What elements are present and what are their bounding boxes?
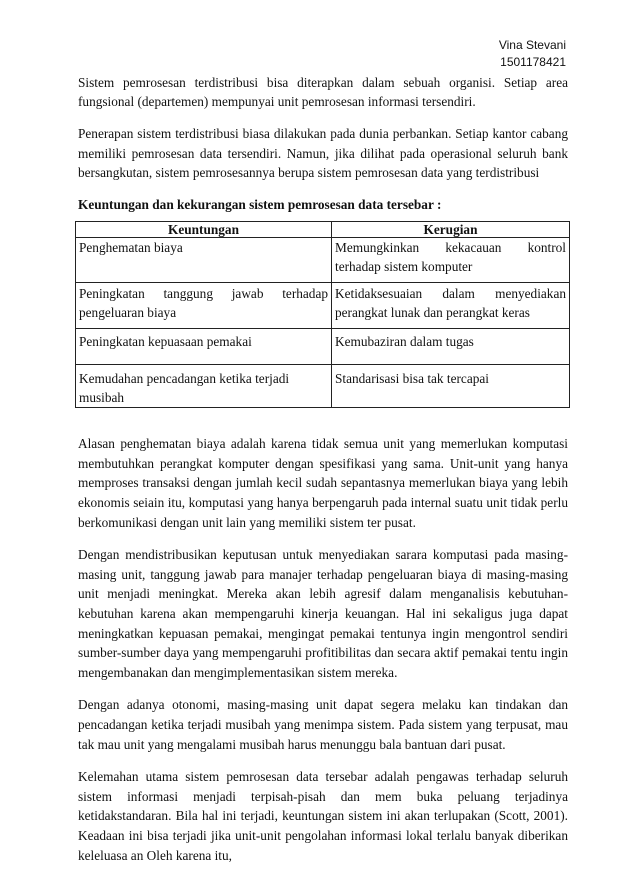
table-row <box>76 238 570 283</box>
table-cell: Kemudahan pencadangan ketika terjadi musibah <box>76 365 332 408</box>
paragraph-intro-2: Penerapan sistem terdistribusi biasa dilakukan pada dunia perbankan. Setiap kantor cabang memiliki pemrosesan data tersendiri. Namun, jika dilihat pada operasional seluruh bank bersangkutan, sistem pemrosesannya berupa sistem pemrosesan data yang terdistribusi <box>78 126 568 180</box>
paragraph-body-3: Dengan adanya otonomi, masing-masing unit dapat segera melaku kan tindakan dan pencadangan ketika terjadi musibah yang menimpa sistem. Pada sistem yang terpusat, mau tak mau unit yang mengalami musibah harus menunggu bala bantuan dari pusat. <box>78 697 568 752</box>
document-body <box>78 73 568 878</box>
comparison-table <box>75 221 570 408</box>
paragraph-intro-1: Sistem pemrosesan terdistribusi bisa diterapkan dalam sebuah organisi. Setiap area fungsional (departemen) mempunyai unit pemrosesan informasi tersendiri. <box>78 75 568 110</box>
table-cell: Peningkatan tanggung jawab terhadap pengeluaran biaya <box>76 283 332 329</box>
table-header-advantages: Keuntungan <box>76 222 332 238</box>
table-row <box>76 329 570 365</box>
table-cell: Penghematan biaya <box>76 238 332 283</box>
page-header <box>499 37 566 71</box>
table-cell: Ketidaksesuaian dalam menyediakan perangkat lunak dan perangkat keras <box>332 283 570 329</box>
table-cell: Peningkatan kepuasaan pemakai <box>76 329 332 365</box>
table-row <box>76 283 570 329</box>
table-cell: Kemubaziran dalam tugas <box>332 329 570 365</box>
student-id: 1501178421 <box>500 55 566 69</box>
table-cell: Standarisasi bisa tak tercapai <box>332 365 570 408</box>
paragraph-body-1: Alasan penghematan biaya adalah karena tidak semua unit yang memerlukan komputasi membutuhkan perangkat komputer dengan spesifikasi yang sama. Unit-unit yang hanya memproses transaksi dengan jumlah kecil sudah sepantasnya memerlukan biaya yang lebih ekonomis seiain itu, komputasi yang hanya berpengaruh pada internal suatu unit tidak perlu berkomunikasi dengan unit lain yang memiliki sistem ter pusat. <box>78 436 568 530</box>
paragraph-body-4: Kelemahan utama sistem pemrosesan data tersebar adalah pengawas terhadap seluruh sistem informasi menjadi terpisah-pisah dan mem buka peluang terjadinya ketidakstandaran. Bila hal ini terjadi, keuntungan sistem ini akan terlupakan (Scott, 2001). Keadaan ini bisa terjadi jika unit-unit pengolahan informasi lokal terlalu banyak diberikan keleluasa an Oleh karena itu, <box>78 769 568 863</box>
author-name: Vina Stevani <box>498 38 566 52</box>
table-heading: Keuntungan dan kekurangan sistem pemrosesan data tersebar : <box>78 197 442 213</box>
table-cell: Memungkinkan kekacauan kontrol terhadap sistem komputer <box>332 238 570 283</box>
paragraph-body-2: Dengan mendistribusikan keputusan untuk menyediakan sarara komputasi pada masing-masing unit, tanggung jawab para manajer terhadap pengeluaran biaya di masing-masing unit menjadi meningkat. Mereka akan lebih agresif dalam menganalisis kebutuhan-kebutuhan karena akan mempengaruhi kinerja keuangan. Hal ini sekaligus juga dapat meningkatkan kepuasan pemakai, mengingat pemakai tentunya ingin mengontrol sendiri sumber-sumber daya yang mempengaruhi profitibilitas dan secara aktif pemakai tentu ingin mengembanakan dan mengimplementasikan sistem mereka. <box>78 547 568 680</box>
table-header-disadvantages: Kerugian <box>332 222 570 238</box>
table-row <box>76 365 570 408</box>
table-header-row <box>76 222 570 238</box>
